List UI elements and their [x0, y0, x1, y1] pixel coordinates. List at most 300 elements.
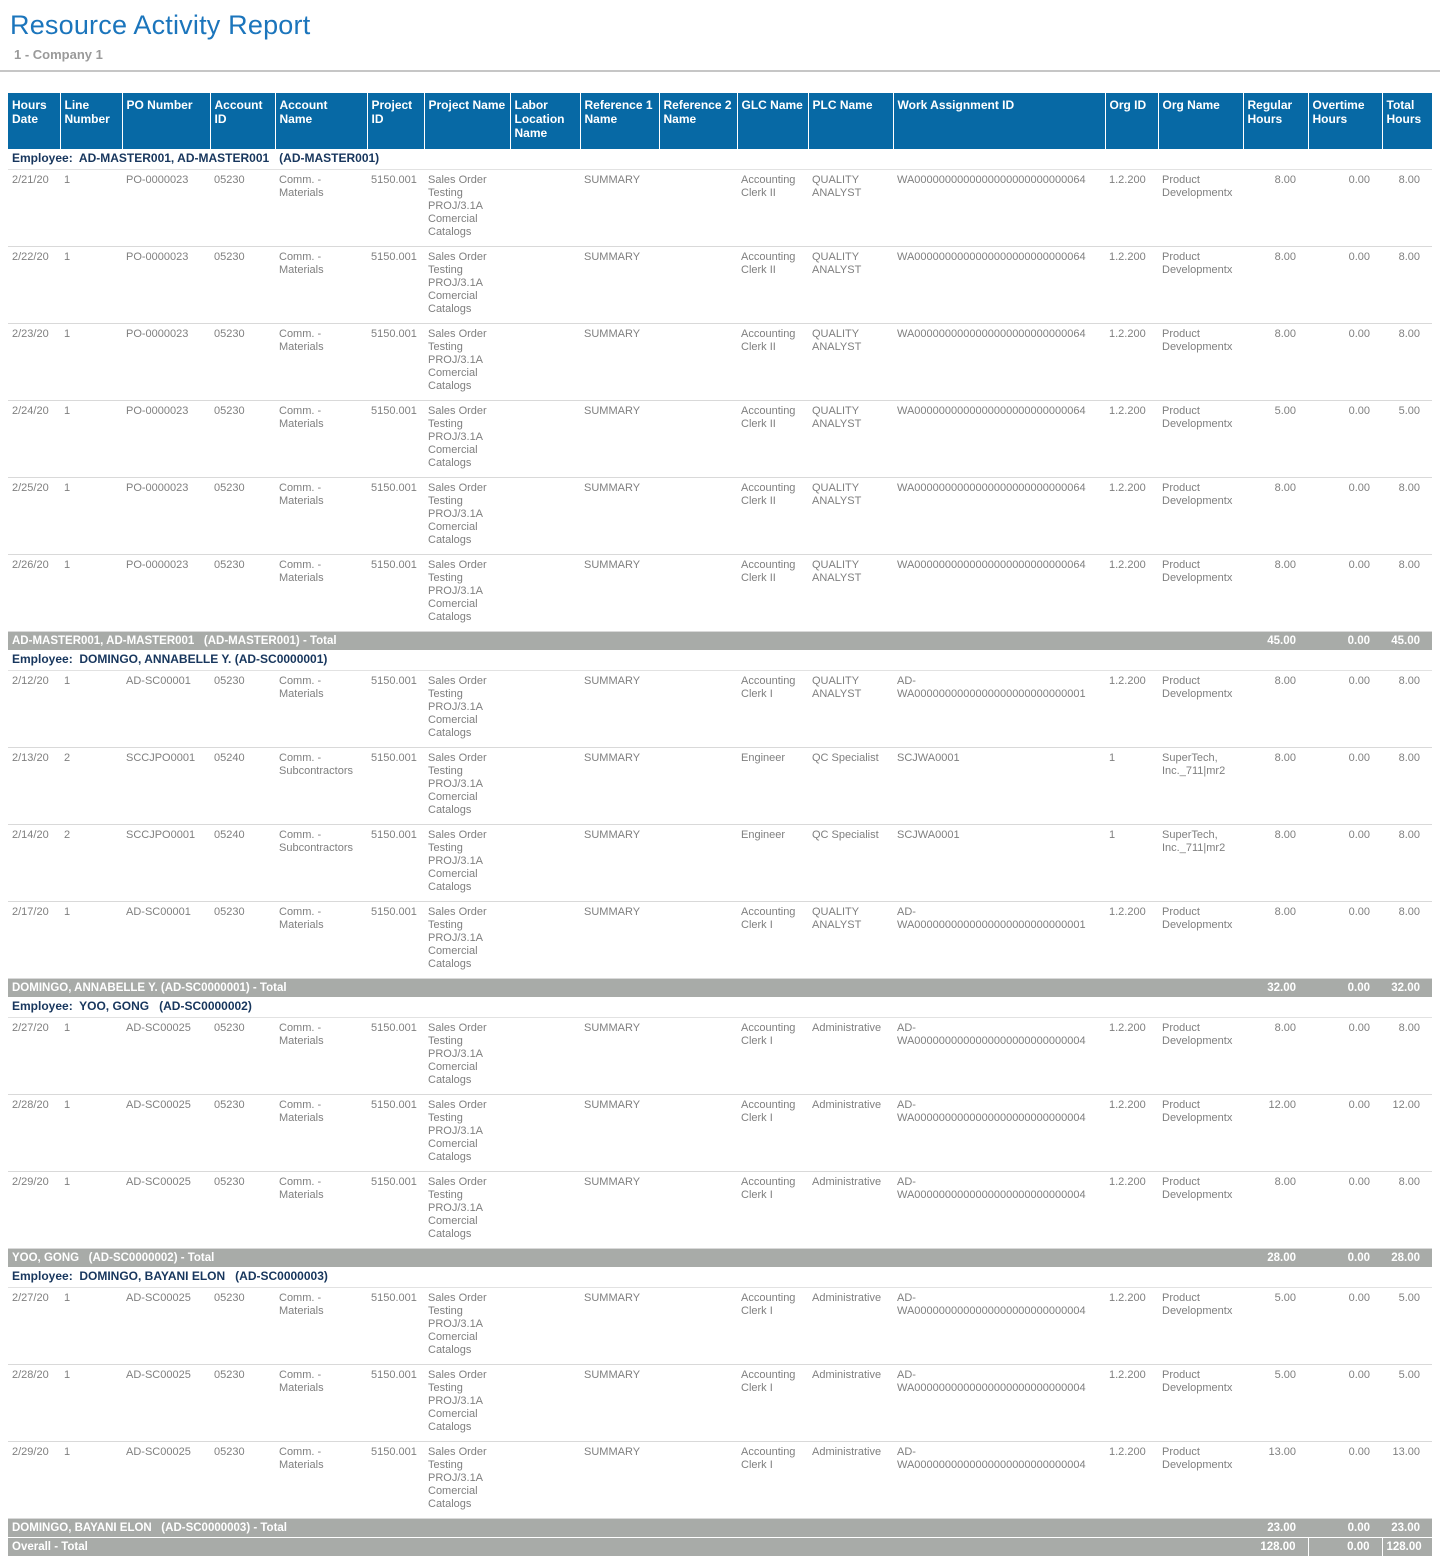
cell-total-hours: 8.00 — [1382, 1171, 1432, 1248]
cell-account-id: 05230 — [210, 323, 275, 400]
cell-account-id: 05230 — [210, 1287, 275, 1364]
cell-plc-name: QUALITY ANALYST — [808, 477, 893, 554]
cell-overtime-hours: 0.00 — [1308, 1017, 1382, 1094]
column-header-reference-1-name: Reference 1 Name — [580, 93, 659, 149]
cell-regular-hours: 8.00 — [1243, 323, 1308, 400]
cell-org-name: Product Developmentx — [1158, 246, 1243, 323]
cell-org-id: 1.2.200 — [1105, 670, 1158, 747]
cell-total-hours: 8.00 — [1382, 1017, 1432, 1094]
cell-account-id: 05230 — [210, 246, 275, 323]
resource-activity-table — [8, 93, 1433, 1557]
cell-org-id: 1.2.200 — [1105, 246, 1158, 323]
cell-line-number: 2 — [60, 747, 122, 824]
cell-hours-date: 2/29/20 — [8, 1441, 60, 1518]
cell-account-id: 05230 — [210, 1441, 275, 1518]
cell-reference-2-name — [659, 747, 737, 824]
cell-labor-location-name — [510, 1094, 580, 1171]
cell-project-name: Sales Order Testing PROJ/3.1A Comercial Catalogs — [424, 400, 510, 477]
cell-labor-location-name — [510, 323, 580, 400]
table-row — [8, 824, 1432, 901]
column-header-total-hours: Total Hours — [1382, 93, 1432, 149]
cell-labor-location-name — [510, 554, 580, 631]
cell-line-number: 1 — [60, 169, 122, 246]
cell-work-assignment-id: SCJWA0001 — [893, 824, 1105, 901]
cell-regular-hours: 8.00 — [1243, 747, 1308, 824]
total-total-hours: 32.00 — [1382, 978, 1432, 997]
cell-account-name: Comm. - Materials — [275, 323, 367, 400]
cell-overtime-hours: 0.00 — [1308, 323, 1382, 400]
cell-overtime-hours: 0.00 — [1308, 169, 1382, 246]
cell-account-id: 05230 — [210, 670, 275, 747]
cell-reference-1-name: SUMMARY — [580, 901, 659, 978]
cell-overtime-hours: 0.00 — [1308, 1364, 1382, 1441]
cell-reference-2-name — [659, 1364, 737, 1441]
cell-po-number: AD-SC00025 — [122, 1287, 210, 1364]
cell-org-id: 1.2.200 — [1105, 169, 1158, 246]
total-total-hours: 128.00 — [1382, 1537, 1432, 1556]
cell-account-id: 05230 — [210, 1171, 275, 1248]
cell-regular-hours: 8.00 — [1243, 246, 1308, 323]
cell-total-hours: 8.00 — [1382, 901, 1432, 978]
total-regular-hours: 28.00 — [1243, 1248, 1308, 1267]
cell-project-id: 5150.001 — [367, 1017, 424, 1094]
column-header-po-number: PO Number — [122, 93, 210, 149]
total-total-hours: 28.00 — [1382, 1248, 1432, 1267]
cell-regular-hours: 8.00 — [1243, 1017, 1308, 1094]
cell-overtime-hours: 0.00 — [1308, 554, 1382, 631]
cell-project-id: 5150.001 — [367, 1441, 424, 1518]
cell-reference-2-name — [659, 1094, 737, 1171]
cell-org-name: Product Developmentx — [1158, 400, 1243, 477]
column-header-labor-location-name: Labor Location Name — [510, 93, 580, 149]
cell-glc-name: Accounting Clerk II — [737, 169, 808, 246]
cell-account-name: Comm. - Materials — [275, 1364, 367, 1441]
total-regular-hours: 32.00 — [1243, 978, 1308, 997]
cell-regular-hours: 5.00 — [1243, 1364, 1308, 1441]
cell-hours-date: 2/25/20 — [8, 477, 60, 554]
cell-glc-name: Accounting Clerk I — [737, 1364, 808, 1441]
cell-total-hours: 5.00 — [1382, 400, 1432, 477]
cell-org-name: Product Developmentx — [1158, 901, 1243, 978]
total-overtime-hours: 0.00 — [1308, 1537, 1382, 1556]
cell-line-number: 1 — [60, 1017, 122, 1094]
cell-work-assignment-id: WA0000000000000000000000000064 — [893, 169, 1105, 246]
cell-org-name: Product Developmentx — [1158, 1441, 1243, 1518]
cell-reference-2-name — [659, 323, 737, 400]
cell-org-id: 1.2.200 — [1105, 1364, 1158, 1441]
cell-org-id: 1.2.200 — [1105, 1441, 1158, 1518]
cell-overtime-hours: 0.00 — [1308, 1171, 1382, 1248]
cell-reference-1-name: SUMMARY — [580, 169, 659, 246]
cell-po-number: AD-SC00001 — [122, 901, 210, 978]
cell-work-assignment-id: AD-WA0000000000000000000000000004 — [893, 1017, 1105, 1094]
total-row-label: Overall - Total — [8, 1537, 1243, 1556]
cell-regular-hours: 8.00 — [1243, 169, 1308, 246]
cell-account-name: Comm. - Materials — [275, 1441, 367, 1518]
cell-reference-1-name: SUMMARY — [580, 477, 659, 554]
cell-hours-date: 2/23/20 — [8, 323, 60, 400]
cell-overtime-hours: 0.00 — [1308, 1094, 1382, 1171]
cell-reference-2-name — [659, 824, 737, 901]
table-row — [8, 1094, 1432, 1171]
cell-reference-1-name: SUMMARY — [580, 1441, 659, 1518]
cell-org-id: 1.2.200 — [1105, 1094, 1158, 1171]
cell-reference-2-name — [659, 169, 737, 246]
cell-glc-name: Accounting Clerk I — [737, 1171, 808, 1248]
cell-reference-1-name: SUMMARY — [580, 670, 659, 747]
cell-org-id: 1.2.200 — [1105, 554, 1158, 631]
cell-line-number: 1 — [60, 554, 122, 631]
cell-line-number: 1 — [60, 1364, 122, 1441]
cell-org-id: 1.2.200 — [1105, 323, 1158, 400]
cell-line-number: 2 — [60, 824, 122, 901]
column-header-line-number: Line Number — [60, 93, 122, 149]
cell-plc-name: Administrative — [808, 1364, 893, 1441]
cell-overtime-hours: 0.00 — [1308, 670, 1382, 747]
cell-overtime-hours: 0.00 — [1308, 400, 1382, 477]
cell-plc-name: Administrative — [808, 1017, 893, 1094]
cell-regular-hours: 8.00 — [1243, 1171, 1308, 1248]
cell-plc-name: QUALITY ANALYST — [808, 400, 893, 477]
cell-line-number: 1 — [60, 323, 122, 400]
cell-reference-1-name: SUMMARY — [580, 1287, 659, 1364]
cell-labor-location-name — [510, 1364, 580, 1441]
cell-glc-name: Accounting Clerk II — [737, 554, 808, 631]
cell-labor-location-name — [510, 1287, 580, 1364]
cell-hours-date: 2/13/20 — [8, 747, 60, 824]
cell-account-name: Comm. - Materials — [275, 477, 367, 554]
cell-account-id: 05230 — [210, 477, 275, 554]
cell-hours-date: 2/28/20 — [8, 1364, 60, 1441]
cell-regular-hours: 5.00 — [1243, 400, 1308, 477]
cell-plc-name: QUALITY ANALYST — [808, 670, 893, 747]
cell-total-hours: 8.00 — [1382, 246, 1432, 323]
cell-work-assignment-id: AD-WA0000000000000000000000000001 — [893, 901, 1105, 978]
cell-glc-name: Accounting Clerk I — [737, 1287, 808, 1364]
cell-plc-name: QUALITY ANALYST — [808, 169, 893, 246]
cell-reference-2-name — [659, 246, 737, 323]
cell-account-name: Comm. - Materials — [275, 901, 367, 978]
cell-regular-hours: 8.00 — [1243, 670, 1308, 747]
cell-project-id: 5150.001 — [367, 901, 424, 978]
cell-hours-date: 2/24/20 — [8, 400, 60, 477]
cell-labor-location-name — [510, 670, 580, 747]
cell-overtime-hours: 0.00 — [1308, 1287, 1382, 1364]
cell-project-name: Sales Order Testing PROJ/3.1A Comercial Catalogs — [424, 323, 510, 400]
cell-account-name: Comm. - Materials — [275, 554, 367, 631]
cell-project-name: Sales Order Testing PROJ/3.1A Comercial Catalogs — [424, 1441, 510, 1518]
column-header-org-name: Org Name — [1158, 93, 1243, 149]
cell-org-id: 1.2.200 — [1105, 400, 1158, 477]
total-total-hours: 23.00 — [1382, 1518, 1432, 1537]
cell-line-number: 1 — [60, 1287, 122, 1364]
table-row — [8, 1364, 1432, 1441]
cell-line-number: 1 — [60, 246, 122, 323]
cell-account-name: Comm. - Materials — [275, 400, 367, 477]
cell-labor-location-name — [510, 246, 580, 323]
total-overtime-hours: 0.00 — [1308, 1248, 1382, 1267]
cell-account-id: 05230 — [210, 1017, 275, 1094]
column-header-hours-date: Hours Date — [8, 93, 60, 149]
cell-reference-2-name — [659, 477, 737, 554]
table-row — [8, 323, 1432, 400]
cell-project-name: Sales Order Testing PROJ/3.1A Comercial Catalogs — [424, 747, 510, 824]
cell-work-assignment-id: WA0000000000000000000000000064 — [893, 246, 1105, 323]
cell-regular-hours: 8.00 — [1243, 477, 1308, 554]
column-header-project-name: Project Name — [424, 93, 510, 149]
cell-work-assignment-id: AD-WA0000000000000000000000000004 — [893, 1364, 1105, 1441]
cell-reference-2-name — [659, 1171, 737, 1248]
cell-project-id: 5150.001 — [367, 747, 424, 824]
cell-plc-name: Administrative — [808, 1287, 893, 1364]
cell-project-id: 5150.001 — [367, 246, 424, 323]
cell-po-number: AD-SC00001 — [122, 670, 210, 747]
cell-po-number: PO-0000023 — [122, 169, 210, 246]
cell-line-number: 1 — [60, 1094, 122, 1171]
cell-po-number: AD-SC00025 — [122, 1017, 210, 1094]
cell-plc-name: Administrative — [808, 1171, 893, 1248]
cell-po-number: AD-SC00025 — [122, 1094, 210, 1171]
cell-regular-hours: 5.00 — [1243, 1287, 1308, 1364]
cell-po-number: PO-0000023 — [122, 323, 210, 400]
overall-total-row — [8, 1537, 1432, 1556]
cell-org-name: Product Developmentx — [1158, 1171, 1243, 1248]
cell-account-name: Comm. - Materials — [275, 1287, 367, 1364]
cell-po-number: AD-SC00025 — [122, 1364, 210, 1441]
cell-account-id: 05230 — [210, 901, 275, 978]
cell-project-name: Sales Order Testing PROJ/3.1A Comercial Catalogs — [424, 1017, 510, 1094]
cell-labor-location-name — [510, 1171, 580, 1248]
cell-plc-name: Administrative — [808, 1094, 893, 1171]
total-total-hours: 45.00 — [1382, 631, 1432, 650]
table-header-row — [8, 93, 1432, 149]
cell-reference-2-name — [659, 1441, 737, 1518]
cell-reference-2-name — [659, 400, 737, 477]
column-header-overtime-hours: Overtime Hours — [1308, 93, 1382, 149]
cell-hours-date: 2/12/20 — [8, 670, 60, 747]
total-regular-hours: 23.00 — [1243, 1518, 1308, 1537]
cell-work-assignment-id: SCJWA0001 — [893, 747, 1105, 824]
cell-project-id: 5150.001 — [367, 670, 424, 747]
cell-reference-2-name — [659, 1017, 737, 1094]
cell-reference-1-name: SUMMARY — [580, 1364, 659, 1441]
cell-glc-name: Accounting Clerk II — [737, 400, 808, 477]
cell-account-name: Comm. - Subcontractors — [275, 747, 367, 824]
column-header-reference-2-name: Reference 2 Name — [659, 93, 737, 149]
cell-org-id: 1 — [1105, 824, 1158, 901]
cell-project-name: Sales Order Testing PROJ/3.1A Comercial Catalogs — [424, 246, 510, 323]
total-regular-hours: 45.00 — [1243, 631, 1308, 650]
cell-work-assignment-id: WA0000000000000000000000000064 — [893, 400, 1105, 477]
table-row — [8, 1017, 1432, 1094]
cell-org-id: 1.2.200 — [1105, 901, 1158, 978]
table-row — [8, 554, 1432, 631]
cell-reference-2-name — [659, 554, 737, 631]
table-row — [8, 400, 1432, 477]
cell-glc-name: Accounting Clerk I — [737, 1017, 808, 1094]
cell-reference-1-name: SUMMARY — [580, 747, 659, 824]
cell-reference-1-name: SUMMARY — [580, 1017, 659, 1094]
cell-plc-name: QC Specialist — [808, 824, 893, 901]
cell-org-id: 1 — [1105, 747, 1158, 824]
cell-account-id: 05230 — [210, 1364, 275, 1441]
cell-org-name: Product Developmentx — [1158, 169, 1243, 246]
employee-group-header — [8, 149, 1432, 169]
employee-group-header — [8, 997, 1432, 1017]
cell-account-id: 05240 — [210, 747, 275, 824]
cell-reference-1-name: SUMMARY — [580, 400, 659, 477]
cell-po-number: SCCJPO0001 — [122, 824, 210, 901]
cell-account-id: 05240 — [210, 824, 275, 901]
cell-overtime-hours: 0.00 — [1308, 246, 1382, 323]
cell-labor-location-name — [510, 824, 580, 901]
cell-work-assignment-id: AD-WA0000000000000000000000000004 — [893, 1441, 1105, 1518]
cell-org-name: Product Developmentx — [1158, 1287, 1243, 1364]
cell-account-name: Comm. - Materials — [275, 246, 367, 323]
cell-account-id: 05230 — [210, 554, 275, 631]
cell-total-hours: 8.00 — [1382, 670, 1432, 747]
cell-account-name: Comm. - Materials — [275, 1171, 367, 1248]
cell-project-name: Sales Order Testing PROJ/3.1A Comercial Catalogs — [424, 1287, 510, 1364]
cell-total-hours: 8.00 — [1382, 747, 1432, 824]
cell-reference-1-name: SUMMARY — [580, 554, 659, 631]
cell-plc-name: QUALITY ANALYST — [808, 901, 893, 978]
cell-org-id: 1.2.200 — [1105, 1287, 1158, 1364]
table-row — [8, 670, 1432, 747]
cell-reference-1-name: SUMMARY — [580, 824, 659, 901]
cell-regular-hours: 8.00 — [1243, 554, 1308, 631]
cell-regular-hours: 12.00 — [1243, 1094, 1308, 1171]
table-row — [8, 747, 1432, 824]
cell-overtime-hours: 0.00 — [1308, 477, 1382, 554]
employee-group-label: Employee: DOMINGO, BAYANI ELON (AD-SC0000003) — [8, 1267, 1432, 1287]
cell-line-number: 1 — [60, 477, 122, 554]
cell-labor-location-name — [510, 747, 580, 824]
cell-hours-date: 2/21/20 — [8, 169, 60, 246]
cell-work-assignment-id: WA0000000000000000000000000064 — [893, 554, 1105, 631]
cell-overtime-hours: 0.00 — [1308, 901, 1382, 978]
cell-project-id: 5150.001 — [367, 1287, 424, 1364]
column-header-plc-name: PLC Name — [808, 93, 893, 149]
cell-total-hours: 13.00 — [1382, 1441, 1432, 1518]
table-row — [8, 477, 1432, 554]
cell-hours-date: 2/27/20 — [8, 1287, 60, 1364]
cell-reference-2-name — [659, 1287, 737, 1364]
cell-reference-1-name: SUMMARY — [580, 1094, 659, 1171]
cell-hours-date: 2/29/20 — [8, 1171, 60, 1248]
cell-overtime-hours: 0.00 — [1308, 824, 1382, 901]
cell-work-assignment-id: AD-WA0000000000000000000000000004 — [893, 1287, 1105, 1364]
cell-glc-name: Engineer — [737, 747, 808, 824]
cell-account-name: Comm. - Subcontractors — [275, 824, 367, 901]
cell-account-name: Comm. - Materials — [275, 1017, 367, 1094]
cell-plc-name: QC Specialist — [808, 747, 893, 824]
cell-labor-location-name — [510, 169, 580, 246]
cell-reference-1-name: SUMMARY — [580, 1171, 659, 1248]
cell-total-hours: 8.00 — [1382, 554, 1432, 631]
cell-account-name: Comm. - Materials — [275, 670, 367, 747]
employee-total-row — [8, 631, 1432, 650]
cell-hours-date: 2/17/20 — [8, 901, 60, 978]
cell-project-name: Sales Order Testing PROJ/3.1A Comercial Catalogs — [424, 554, 510, 631]
column-header-account-id: Account ID — [210, 93, 275, 149]
cell-org-id: 1.2.200 — [1105, 1017, 1158, 1094]
total-overtime-hours: 0.00 — [1308, 631, 1382, 650]
cell-po-number: PO-0000023 — [122, 246, 210, 323]
cell-reference-2-name — [659, 901, 737, 978]
cell-work-assignment-id: WA0000000000000000000000000064 — [893, 477, 1105, 554]
total-overtime-hours: 0.00 — [1308, 978, 1382, 997]
cell-reference-1-name: SUMMARY — [580, 246, 659, 323]
cell-overtime-hours: 0.00 — [1308, 747, 1382, 824]
cell-project-id: 5150.001 — [367, 400, 424, 477]
cell-account-id: 05230 — [210, 1094, 275, 1171]
cell-total-hours: 12.00 — [1382, 1094, 1432, 1171]
employee-group-header — [8, 1267, 1432, 1287]
table-row — [8, 901, 1432, 978]
cell-reference-2-name — [659, 670, 737, 747]
cell-hours-date: 2/26/20 — [8, 554, 60, 631]
cell-labor-location-name — [510, 1017, 580, 1094]
column-header-org-id: Org ID — [1105, 93, 1158, 149]
cell-total-hours: 8.00 — [1382, 824, 1432, 901]
cell-po-number: AD-SC00025 — [122, 1441, 210, 1518]
cell-hours-date: 2/27/20 — [8, 1017, 60, 1094]
cell-po-number: AD-SC00025 — [122, 1171, 210, 1248]
cell-hours-date: 2/28/20 — [8, 1094, 60, 1171]
cell-project-id: 5150.001 — [367, 1171, 424, 1248]
cell-line-number: 1 — [60, 1441, 122, 1518]
employee-total-row — [8, 978, 1432, 997]
cell-project-id: 5150.001 — [367, 554, 424, 631]
cell-total-hours: 5.00 — [1382, 1364, 1432, 1441]
cell-project-name: Sales Order Testing PROJ/3.1A Comercial Catalogs — [424, 477, 510, 554]
cell-total-hours: 8.00 — [1382, 477, 1432, 554]
cell-line-number: 1 — [60, 400, 122, 477]
employee-total-row — [8, 1248, 1432, 1267]
cell-total-hours: 5.00 — [1382, 1287, 1432, 1364]
cell-glc-name: Accounting Clerk I — [737, 670, 808, 747]
table-row — [8, 169, 1432, 246]
cell-po-number: PO-0000023 — [122, 554, 210, 631]
cell-hours-date: 2/14/20 — [8, 824, 60, 901]
cell-labor-location-name — [510, 400, 580, 477]
total-regular-hours: 128.00 — [1243, 1537, 1308, 1556]
cell-project-id: 5150.001 — [367, 1094, 424, 1171]
cell-project-id: 5150.001 — [367, 477, 424, 554]
cell-project-id: 5150.001 — [367, 824, 424, 901]
cell-reference-1-name: SUMMARY — [580, 323, 659, 400]
total-row-label: YOO, GONG (AD-SC0000002) - Total — [8, 1248, 1243, 1267]
cell-glc-name: Accounting Clerk I — [737, 1441, 808, 1518]
cell-project-id: 5150.001 — [367, 323, 424, 400]
table-row — [8, 1441, 1432, 1518]
cell-org-name: SuperTech, Inc._711|mr2 — [1158, 747, 1243, 824]
cell-project-name: Sales Order Testing PROJ/3.1A Comercial Catalogs — [424, 1171, 510, 1248]
cell-overtime-hours: 0.00 — [1308, 1441, 1382, 1518]
cell-org-name: Product Developmentx — [1158, 477, 1243, 554]
cell-glc-name: Accounting Clerk II — [737, 477, 808, 554]
total-row-label: DOMINGO, ANNABELLE Y. (AD-SC0000001) - Total — [8, 978, 1243, 997]
cell-labor-location-name — [510, 477, 580, 554]
table-row — [8, 1171, 1432, 1248]
cell-plc-name: QUALITY ANALYST — [808, 554, 893, 631]
total-row-label: DOMINGO, BAYANI ELON (AD-SC0000003) - Total — [8, 1518, 1243, 1537]
page-title: Resource Activity Report — [10, 10, 311, 40]
cell-project-name: Sales Order Testing PROJ/3.1A Comercial Catalogs — [424, 670, 510, 747]
cell-project-name: Sales Order Testing PROJ/3.1A Comercial Catalogs — [424, 901, 510, 978]
cell-org-name: Product Developmentx — [1158, 1017, 1243, 1094]
